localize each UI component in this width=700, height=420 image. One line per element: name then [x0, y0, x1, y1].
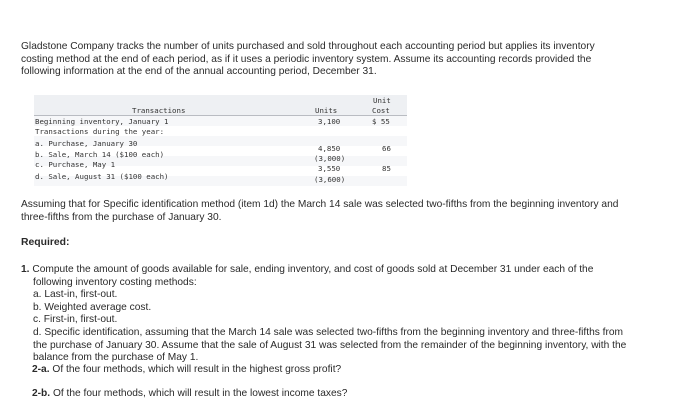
option-d: d. Specific identification, assuming that the March 14 sale was selected two-fifths from the beginning inventory and three-fifths from [33, 326, 624, 338]
question-text: following inventory costing methods: [33, 276, 197, 288]
required-heading: Required: [21, 237, 70, 248]
option-c: c. First-in, first-out. [33, 314, 118, 326]
option-d-cont: the purchase of January 30. Assume that the sale of August 31 was selected from the remainder of the beginning inventory, with the [33, 339, 627, 351]
question-number: 2-b. [32, 388, 51, 399]
row-label: Transactions during the year: [35, 127, 165, 136]
question-number: 2-a. [32, 364, 50, 375]
assumption-line: Assuming that for Specific identification method (item 1d) the March 14 sale was selected two-fifths from the beginning inventory and [21, 199, 619, 210]
intro-line: costing method at the end of each period, as if it uses a periodic inventory system. Assume its accounting records provided the [21, 53, 592, 65]
header-transactions: Transactions [132, 106, 186, 115]
row-cost: 66 [382, 144, 391, 153]
row-units: 3,100 [318, 117, 341, 126]
row-units: (3,000) [314, 154, 346, 163]
row-label: b. Sale, March 14 ($100 each) [35, 150, 165, 159]
table-header-band [34, 95, 407, 115]
header-unit-cost-2: Cost [372, 106, 390, 115]
row-units: 4,850 [318, 144, 341, 153]
header-unit-cost-1: Unit [373, 96, 391, 105]
intro-paragraph [21, 41, 595, 79]
row-label: d. Sale, August 31 ($100 each) [35, 172, 169, 181]
question-text: Of the four methods, which will result in the highest gross profit? [52, 364, 342, 375]
question-text: Of the four methods, which will result in the lowest income taxes? [52, 388, 348, 399]
option-b: b. Weighted average cost. [33, 301, 152, 313]
assumption-paragraph [21, 199, 618, 224]
header-units: Units [315, 106, 338, 115]
row-units: (3,600) [314, 175, 346, 184]
row-cost: $ 55 [372, 117, 390, 126]
row-cost: 85 [382, 164, 391, 173]
row-units: 3,550 [318, 164, 341, 173]
assumption-line: three-fifths from the purchase of January 30. [21, 211, 222, 223]
transactions-table [34, 95, 407, 191]
question-1 [21, 264, 626, 365]
question-2a [32, 364, 341, 377]
intro-line: Gladstone Company tracks the number of units purchased and sold throughout each accounting period but applies its inventory [21, 41, 595, 52]
option-d-cont: balance from the purchase of May 1. [33, 352, 199, 364]
row-label: a. Purchase, January 30 [35, 139, 138, 148]
question-number: 1. [21, 264, 30, 275]
question-text: Compute the amount of goods available for sale, ending inventory, and cost of goods sold at December 31 under each of the [32, 264, 594, 275]
row-label: c. Purchase, May 1 [35, 160, 116, 169]
intro-line: following information at the end of the annual accounting period, December 31. [21, 66, 377, 78]
option-a: a. Last-in, first-out. [33, 289, 118, 301]
question-2b [32, 388, 347, 401]
row-label: Beginning inventory, January 1 [35, 117, 169, 126]
